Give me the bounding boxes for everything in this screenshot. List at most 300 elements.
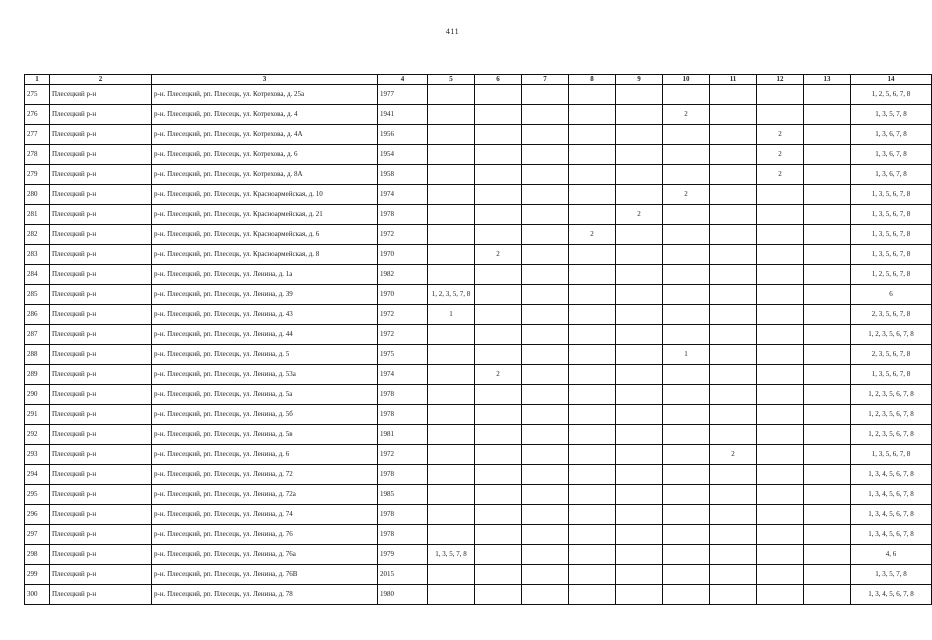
col14-cell: 4, 6 bbox=[851, 545, 932, 565]
address-cell: р-н. Плесецкий, рп. Плесецк, ул. Ленина, д. 5а bbox=[152, 385, 378, 405]
col10-cell bbox=[663, 545, 710, 565]
col11-cell bbox=[710, 345, 757, 365]
col6-cell bbox=[475, 425, 522, 445]
col10-cell: 2 bbox=[663, 105, 710, 125]
row-number: 279 bbox=[25, 165, 50, 185]
col11-cell bbox=[710, 385, 757, 405]
row-number: 291 bbox=[25, 405, 50, 425]
col13-cell bbox=[804, 185, 851, 205]
col6-cell bbox=[475, 585, 522, 605]
district-cell: Плесецкий р-н bbox=[50, 505, 152, 525]
table-row bbox=[25, 425, 932, 445]
table-header bbox=[25, 75, 932, 85]
col8-cell bbox=[569, 165, 616, 185]
col6-cell bbox=[475, 205, 522, 225]
col12-cell: 2 bbox=[757, 145, 804, 165]
address-cell: р-н. Плесецкий, рп. Плесецк, ул. Ленина, д. 5в bbox=[152, 425, 378, 445]
year-cell: 1980 bbox=[378, 585, 428, 605]
col8-cell bbox=[569, 345, 616, 365]
row-number: 299 bbox=[25, 565, 50, 585]
column-header-10: 10 bbox=[663, 75, 710, 85]
col5-cell bbox=[428, 125, 475, 145]
col12-cell bbox=[757, 385, 804, 405]
col12-cell bbox=[757, 565, 804, 585]
row-number: 300 bbox=[25, 585, 50, 605]
col8-cell bbox=[569, 305, 616, 325]
col5-cell bbox=[428, 345, 475, 365]
col6-cell bbox=[475, 405, 522, 425]
col11-cell bbox=[710, 365, 757, 385]
col14-cell: 1, 2, 3, 5, 6, 7, 8 bbox=[851, 325, 932, 345]
address-cell: р-н. Плесецкий, рп. Плесецк, ул. Ленина, д. 39 bbox=[152, 285, 378, 305]
col6-cell bbox=[475, 105, 522, 125]
col13-cell bbox=[804, 125, 851, 145]
col11-cell bbox=[710, 405, 757, 425]
col5-cell bbox=[428, 105, 475, 125]
col14-cell: 2, 3, 5, 6, 7, 8 bbox=[851, 305, 932, 325]
row-number: 293 bbox=[25, 445, 50, 465]
col5-cell: 1 bbox=[428, 305, 475, 325]
col11-cell bbox=[710, 205, 757, 225]
column-header-6: 6 bbox=[475, 75, 522, 85]
column-header-13: 13 bbox=[804, 75, 851, 85]
table-row bbox=[25, 545, 932, 565]
page-number: 411 bbox=[445, 27, 460, 36]
col8-cell bbox=[569, 245, 616, 265]
row-number: 276 bbox=[25, 105, 50, 125]
year-cell: 2015 bbox=[378, 565, 428, 585]
col7-cell bbox=[522, 345, 569, 365]
district-cell: Плесецкий р-н bbox=[50, 265, 152, 285]
row-number: 292 bbox=[25, 425, 50, 445]
col11-cell bbox=[710, 425, 757, 445]
col6-cell bbox=[475, 525, 522, 545]
table-row bbox=[25, 245, 932, 265]
col14-cell: 1, 3, 6, 7, 8 bbox=[851, 125, 932, 145]
year-cell: 1982 bbox=[378, 265, 428, 285]
col14-cell: 1, 3, 5, 6, 7, 8 bbox=[851, 445, 932, 465]
district-cell: Плесецкий р-н bbox=[50, 125, 152, 145]
col12-cell bbox=[757, 365, 804, 385]
col14-cell: 1, 3, 5, 6, 7, 8 bbox=[851, 365, 932, 385]
col12-cell bbox=[757, 525, 804, 545]
table-row bbox=[25, 405, 932, 425]
col12-cell bbox=[757, 105, 804, 125]
year-cell: 1954 bbox=[378, 145, 428, 165]
col9-cell bbox=[616, 505, 663, 525]
year-cell: 1970 bbox=[378, 245, 428, 265]
col7-cell bbox=[522, 165, 569, 185]
col7-cell bbox=[522, 105, 569, 125]
col10-cell bbox=[663, 465, 710, 485]
table-row bbox=[25, 485, 932, 505]
col9-cell bbox=[616, 145, 663, 165]
col9-cell bbox=[616, 405, 663, 425]
table-row bbox=[25, 165, 932, 185]
col10-cell bbox=[663, 145, 710, 165]
year-cell: 1974 bbox=[378, 185, 428, 205]
col10-cell bbox=[663, 585, 710, 605]
col7-cell bbox=[522, 425, 569, 445]
col6-cell bbox=[475, 505, 522, 525]
table-row bbox=[25, 145, 932, 165]
col8-cell bbox=[569, 585, 616, 605]
col6-cell bbox=[475, 465, 522, 485]
col5-cell bbox=[428, 85, 475, 105]
col9-cell bbox=[616, 445, 663, 465]
col7-cell bbox=[522, 325, 569, 345]
col8-cell bbox=[569, 465, 616, 485]
year-cell: 1978 bbox=[378, 405, 428, 425]
column-header-3: 3 bbox=[152, 75, 378, 85]
row-number: 278 bbox=[25, 145, 50, 165]
col5-cell bbox=[428, 465, 475, 485]
col11-cell: 2 bbox=[710, 445, 757, 465]
col7-cell bbox=[522, 445, 569, 465]
col7-cell bbox=[522, 125, 569, 145]
col13-cell bbox=[804, 565, 851, 585]
col5-cell bbox=[428, 165, 475, 185]
row-number: 277 bbox=[25, 125, 50, 145]
row-number: 297 bbox=[25, 525, 50, 545]
table-row bbox=[25, 585, 932, 605]
col5-cell bbox=[428, 425, 475, 445]
col8-cell bbox=[569, 125, 616, 145]
col8-cell bbox=[569, 205, 616, 225]
col12-cell bbox=[757, 185, 804, 205]
col13-cell bbox=[804, 465, 851, 485]
col9-cell bbox=[616, 485, 663, 505]
col12-cell bbox=[757, 245, 804, 265]
col11-cell bbox=[710, 105, 757, 125]
col8-cell bbox=[569, 385, 616, 405]
table-row bbox=[25, 125, 932, 145]
address-cell: р-н. Плесецкий, рп. Плесецк, ул. Ленина, д. 78 bbox=[152, 585, 378, 605]
row-number: 283 bbox=[25, 245, 50, 265]
col10-cell bbox=[663, 125, 710, 145]
address-cell: р-н. Плесецкий, рп. Плесецк, ул. Ленина, д. 53а bbox=[152, 365, 378, 385]
col9-cell: 2 bbox=[616, 205, 663, 225]
col13-cell bbox=[804, 265, 851, 285]
address-cell: р-н. Плесецкий, рп. Плесецк, ул. Ленина, д. 72а bbox=[152, 485, 378, 505]
col7-cell bbox=[522, 285, 569, 305]
col5-cell: 1, 3, 5, 7, 8 bbox=[428, 545, 475, 565]
address-cell: р-н. Плесецкий, рп. Плесецк, ул. Ленина, д. 6 bbox=[152, 445, 378, 465]
table-row bbox=[25, 445, 932, 465]
district-cell: Плесецкий р-н bbox=[50, 425, 152, 445]
col11-cell bbox=[710, 265, 757, 285]
col13-cell bbox=[804, 345, 851, 365]
col7-cell bbox=[522, 185, 569, 205]
col13-cell bbox=[804, 585, 851, 605]
col6-cell bbox=[475, 285, 522, 305]
col9-cell bbox=[616, 85, 663, 105]
address-cell: р-н. Плесецкий, рп. Плесецк, ул. Красноармейская, д. 21 bbox=[152, 205, 378, 225]
col6-cell bbox=[475, 385, 522, 405]
table-row bbox=[25, 185, 932, 205]
address-cell: р-н. Плесецкий, рп. Плесецк, ул. Ленина, д. 72 bbox=[152, 465, 378, 485]
district-cell: Плесецкий р-н bbox=[50, 525, 152, 545]
col10-cell bbox=[663, 325, 710, 345]
col5-cell bbox=[428, 365, 475, 385]
col8-cell bbox=[569, 525, 616, 545]
col12-cell bbox=[757, 585, 804, 605]
col8-cell bbox=[569, 405, 616, 425]
row-number: 286 bbox=[25, 305, 50, 325]
row-number: 287 bbox=[25, 325, 50, 345]
district-cell: Плесецкий р-н bbox=[50, 245, 152, 265]
col14-cell: 1, 3, 5, 6, 7, 8 bbox=[851, 205, 932, 225]
col9-cell bbox=[616, 585, 663, 605]
address-cell: р-н. Плесецкий, рп. Плесецк, ул. Ленина, д. 76 bbox=[152, 525, 378, 545]
district-cell: Плесецкий р-н bbox=[50, 565, 152, 585]
year-cell: 1972 bbox=[378, 225, 428, 245]
address-cell: р-н. Плесецкий, рп. Плесецк, ул. Котрехова, д. 6 bbox=[152, 145, 378, 165]
year-cell: 1970 bbox=[378, 285, 428, 305]
col5-cell bbox=[428, 265, 475, 285]
table-row bbox=[25, 325, 932, 345]
col10-cell bbox=[663, 245, 710, 265]
year-cell: 1972 bbox=[378, 445, 428, 465]
col11-cell bbox=[710, 565, 757, 585]
year-cell: 1956 bbox=[378, 125, 428, 145]
district-cell: Плесецкий р-н bbox=[50, 585, 152, 605]
col6-cell bbox=[475, 545, 522, 565]
district-cell: Плесецкий р-н bbox=[50, 385, 152, 405]
col10-cell bbox=[663, 385, 710, 405]
col10-cell: 1 bbox=[663, 345, 710, 365]
col7-cell bbox=[522, 85, 569, 105]
row-number: 294 bbox=[25, 465, 50, 485]
year-cell: 1972 bbox=[378, 325, 428, 345]
col10-cell bbox=[663, 565, 710, 585]
col6-cell bbox=[475, 165, 522, 185]
col9-cell bbox=[616, 165, 663, 185]
col9-cell bbox=[616, 385, 663, 405]
col8-cell bbox=[569, 365, 616, 385]
col12-cell bbox=[757, 505, 804, 525]
column-header-4: 4 bbox=[378, 75, 428, 85]
col13-cell bbox=[804, 85, 851, 105]
col13-cell bbox=[804, 225, 851, 245]
col8-cell bbox=[569, 105, 616, 125]
col7-cell bbox=[522, 485, 569, 505]
col14-cell: 6 bbox=[851, 285, 932, 305]
col12-cell bbox=[757, 85, 804, 105]
row-number: 298 bbox=[25, 545, 50, 565]
col12-cell bbox=[757, 225, 804, 245]
col5-cell bbox=[428, 185, 475, 205]
col6-cell bbox=[475, 185, 522, 205]
col10-cell bbox=[663, 285, 710, 305]
row-number: 280 bbox=[25, 185, 50, 205]
col13-cell bbox=[804, 165, 851, 185]
col6-cell bbox=[475, 565, 522, 585]
col7-cell bbox=[522, 225, 569, 245]
col10-cell bbox=[663, 505, 710, 525]
col5-cell bbox=[428, 585, 475, 605]
table-row bbox=[25, 525, 932, 545]
row-number: 296 bbox=[25, 505, 50, 525]
table-row bbox=[25, 105, 932, 125]
address-cell: р-н. Плесецкий, рп. Плесецк, ул. Ленина, д. 44 bbox=[152, 325, 378, 345]
address-cell: р-н. Плесецкий, рп. Плесецк, ул. Ленина, д. 76В bbox=[152, 565, 378, 585]
col14-cell: 1, 3, 5, 7, 8 bbox=[851, 565, 932, 585]
year-cell: 1979 bbox=[378, 545, 428, 565]
col14-cell: 1, 3, 5, 7, 8 bbox=[851, 105, 932, 125]
col6-cell bbox=[475, 125, 522, 145]
district-cell: Плесецкий р-н bbox=[50, 145, 152, 165]
address-cell: р-н. Плесецкий, рп. Плесецк, ул. Ленина, д. 43 bbox=[152, 305, 378, 325]
col11-cell bbox=[710, 285, 757, 305]
col8-cell bbox=[569, 265, 616, 285]
col7-cell bbox=[522, 405, 569, 425]
col9-cell bbox=[616, 365, 663, 385]
col13-cell bbox=[804, 445, 851, 465]
row-number: 275 bbox=[25, 85, 50, 105]
table-row bbox=[25, 345, 932, 365]
district-cell: Плесецкий р-н bbox=[50, 545, 152, 565]
col6-cell: 2 bbox=[475, 365, 522, 385]
col7-cell bbox=[522, 465, 569, 485]
col9-cell bbox=[616, 305, 663, 325]
col10-cell bbox=[663, 205, 710, 225]
col10-cell bbox=[663, 425, 710, 445]
col5-cell bbox=[428, 225, 475, 245]
col14-cell: 1, 3, 4, 5, 6, 7, 8 bbox=[851, 485, 932, 505]
col11-cell bbox=[710, 505, 757, 525]
col11-cell bbox=[710, 125, 757, 145]
column-header-11: 11 bbox=[710, 75, 757, 85]
col13-cell bbox=[804, 305, 851, 325]
col5-cell bbox=[428, 145, 475, 165]
col9-cell bbox=[616, 105, 663, 125]
col10-cell bbox=[663, 265, 710, 285]
col13-cell bbox=[804, 385, 851, 405]
column-header-9: 9 bbox=[616, 75, 663, 85]
row-number: 290 bbox=[25, 385, 50, 405]
col8-cell bbox=[569, 505, 616, 525]
col12-cell bbox=[757, 205, 804, 225]
col13-cell bbox=[804, 525, 851, 545]
year-cell: 1978 bbox=[378, 465, 428, 485]
col10-cell bbox=[663, 485, 710, 505]
year-cell: 1978 bbox=[378, 385, 428, 405]
col14-cell: 1, 3, 5, 6, 7, 8 bbox=[851, 245, 932, 265]
year-cell: 1975 bbox=[378, 345, 428, 365]
col12-cell bbox=[757, 425, 804, 445]
col11-cell bbox=[710, 525, 757, 545]
col9-cell bbox=[616, 545, 663, 565]
col6-cell bbox=[475, 485, 522, 505]
row-number: 284 bbox=[25, 265, 50, 285]
col6-cell: 2 bbox=[475, 245, 522, 265]
col13-cell bbox=[804, 425, 851, 445]
col5-cell bbox=[428, 445, 475, 465]
col14-cell: 1, 3, 6, 7, 8 bbox=[851, 165, 932, 185]
col8-cell: 2 bbox=[569, 225, 616, 245]
col14-cell: 1, 2, 3, 5, 6, 7, 8 bbox=[851, 425, 932, 445]
address-cell: р-н. Плесецкий, рп. Плесецк, ул. Красноармейская, д. 6 bbox=[152, 225, 378, 245]
column-header-7: 7 bbox=[522, 75, 569, 85]
col5-cell bbox=[428, 245, 475, 265]
col14-cell: 1, 3, 4, 5, 6, 7, 8 bbox=[851, 505, 932, 525]
col12-cell bbox=[757, 445, 804, 465]
year-cell: 1974 bbox=[378, 365, 428, 385]
col9-cell bbox=[616, 345, 663, 365]
year-cell: 1958 bbox=[378, 165, 428, 185]
col5-cell bbox=[428, 325, 475, 345]
row-number: 281 bbox=[25, 205, 50, 225]
col11-cell bbox=[710, 545, 757, 565]
col12-cell bbox=[757, 285, 804, 305]
address-cell: р-н. Плесецкий, рп. Плесецк, ул. Ленина, д. 5б bbox=[152, 405, 378, 425]
district-cell: Плесецкий р-н bbox=[50, 325, 152, 345]
col6-cell bbox=[475, 265, 522, 285]
table-body bbox=[25, 85, 932, 605]
col11-cell bbox=[710, 145, 757, 165]
column-header-14: 14 bbox=[851, 75, 932, 85]
col7-cell bbox=[522, 265, 569, 285]
col7-cell bbox=[522, 205, 569, 225]
col14-cell: 1, 3, 4, 5, 6, 7, 8 bbox=[851, 465, 932, 485]
col11-cell bbox=[710, 85, 757, 105]
table-row bbox=[25, 565, 932, 585]
col12-cell bbox=[757, 405, 804, 425]
address-cell: р-н. Плесецкий, рп. Плесецк, ул. Котрехова, д. 25а bbox=[152, 85, 378, 105]
col5-cell: 1, 2, 3, 5, 7, 8 bbox=[428, 285, 475, 305]
column-header-8: 8 bbox=[569, 75, 616, 85]
col5-cell bbox=[428, 405, 475, 425]
address-cell: р-н. Плесецкий, рп. Плесецк, ул. Котрехова, д. 4 bbox=[152, 105, 378, 125]
col10-cell bbox=[663, 525, 710, 545]
col5-cell bbox=[428, 485, 475, 505]
address-cell: р-н. Плесецкий, рп. Плесецк, ул. Ленина, д. 76а bbox=[152, 545, 378, 565]
col13-cell bbox=[804, 285, 851, 305]
header-row bbox=[25, 75, 932, 85]
col10-cell bbox=[663, 85, 710, 105]
col11-cell bbox=[710, 245, 757, 265]
col6-cell bbox=[475, 225, 522, 245]
col5-cell bbox=[428, 525, 475, 545]
col11-cell bbox=[710, 585, 757, 605]
district-cell: Плесецкий р-н bbox=[50, 345, 152, 365]
col12-cell bbox=[757, 345, 804, 365]
col6-cell bbox=[475, 85, 522, 105]
year-cell: 1978 bbox=[378, 205, 428, 225]
col11-cell bbox=[710, 225, 757, 245]
col9-cell bbox=[616, 125, 663, 145]
col10-cell: 2 bbox=[663, 185, 710, 205]
column-header-2: 2 bbox=[50, 75, 152, 85]
address-cell: р-н. Плесецкий, рп. Плесецк, ул. Красноармейская, д. 10 bbox=[152, 185, 378, 205]
col10-cell bbox=[663, 165, 710, 185]
col6-cell bbox=[475, 145, 522, 165]
col10-cell bbox=[663, 365, 710, 385]
col13-cell bbox=[804, 325, 851, 345]
col9-cell bbox=[616, 265, 663, 285]
col8-cell bbox=[569, 145, 616, 165]
column-header-1: 1 bbox=[25, 75, 50, 85]
col12-cell: 2 bbox=[757, 165, 804, 185]
col14-cell: 1, 3, 5, 6, 7, 8 bbox=[851, 225, 932, 245]
col8-cell bbox=[569, 545, 616, 565]
col6-cell bbox=[475, 305, 522, 325]
table-row bbox=[25, 285, 932, 305]
address-cell: р-н. Плесецкий, рп. Плесецк, ул. Котрехова, д. 4А bbox=[152, 125, 378, 145]
col7-cell bbox=[522, 365, 569, 385]
district-cell: Плесецкий р-н bbox=[50, 85, 152, 105]
